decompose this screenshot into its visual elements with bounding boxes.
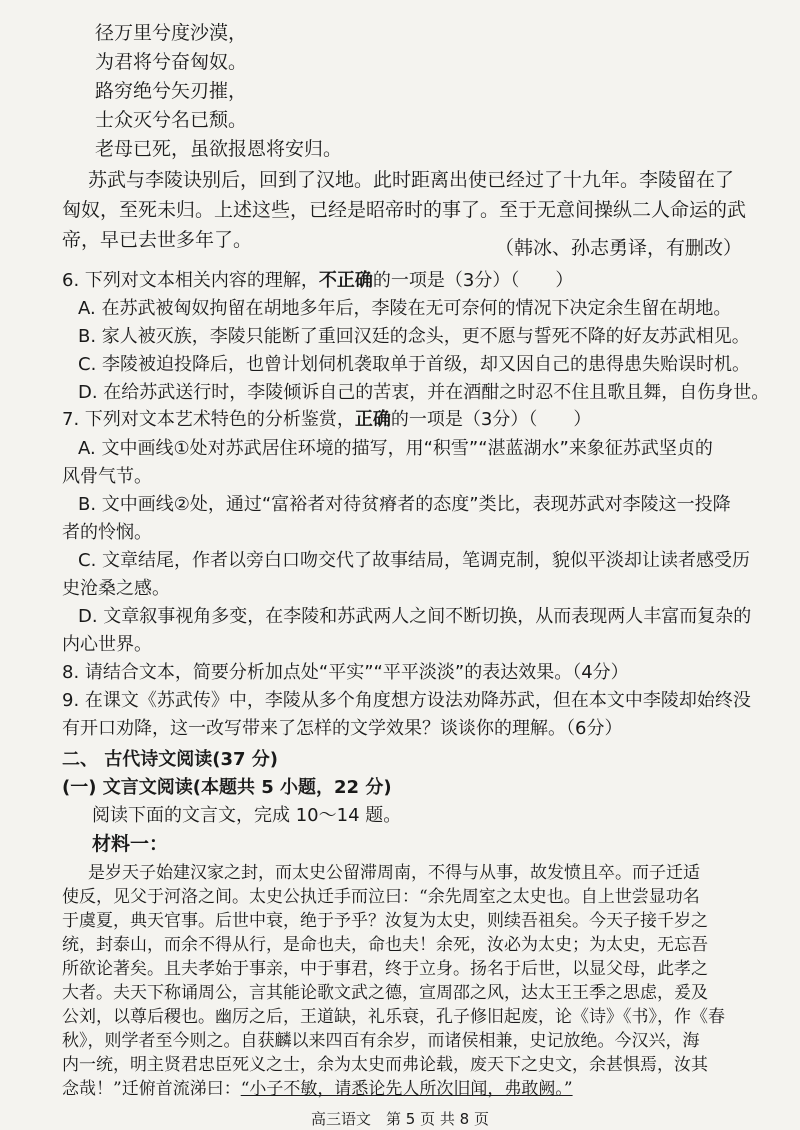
question-7-option-c: C. 文章结尾，作者以旁白口吻交代了故事结局，笔调克制，貌似平淡却让读者感受历 [78, 550, 751, 571]
question-6-option-d: D. 在给苏武送行时，李陵倾诉自己的苦衷，并在酒酣之时忍不住且歌且舞，自伤身世。 [78, 382, 770, 403]
classical-line: 于虞夏，典天官事。后世中衰，绝于予乎？汝复为太史，则续吾祖矣。今天子接千岁之 [62, 911, 708, 931]
question-6-stem: 6. 下列对文本相关内容的理解，不正确的一项是（3分）（ ） [62, 270, 574, 291]
poem-line: 老母已死，虽欲报恩将安归。 [95, 138, 343, 160]
classical-line-final [62, 1074, 573, 1099]
question-7-option-c-cont: 史沧桑之感。 [62, 578, 170, 599]
classical-line: 公刘，以尊后稷也。幽厉之后，王道缺，礼乐衰，孔子修旧起废，论《诗》《书》，作《春 [62, 1007, 725, 1027]
question-7-option-a-cont: 风骨气节。 [62, 466, 152, 487]
question-7-option-a: A. 文中画线①处对苏武居住环境的描写，用“积雪”“湛蓝湖水”来象征苏武坚贞的 [78, 438, 713, 459]
material-label: 材料一： [92, 833, 169, 855]
classical-line: 大者。夫天下称诵周公，言其能论歌文武之德，宣周邵之风，达太王王季之思虑，爰及 [62, 983, 708, 1003]
question-6-option-b: B. 家人被灭族，李陵只能断了重回汉廷的念头，更不愿与誓死不降的好友苏武相见。 [78, 326, 750, 347]
question-8: 8. 请结合文本，简要分析加点处“平实”“平平淡淡”的表达效果。（4分） [62, 662, 629, 683]
source-note: （韩冰、孙志勇译，有删改） [495, 237, 743, 259]
classical-line: 秋》，则学者至今则之。自获麟以来四百有余岁，而诸侯相兼，史记放绝。今汉兴，海 [62, 1031, 700, 1051]
narrative-line: 匈奴，至死未归。上述这些，已经是昭帝时的事了。至于无意间操纵二人命运的武 [62, 199, 747, 221]
subsection-heading: (一) 文言文阅读(本题共 5 小题，22 分) [62, 777, 392, 798]
poem-line: 路穷绝兮矢刃摧， [95, 80, 248, 102]
poem-line: 径万里兮度沙漠， [95, 22, 248, 44]
page-footer: 高三语文 第 5 页 共 8 页 [311, 1110, 489, 1128]
question-7-stem: 7. 下列对文本艺术特色的分析鉴赏，正确的一项是（3分）（ ） [62, 409, 592, 430]
classical-text: 念哉！”迁俯首流涕曰： [62, 1079, 241, 1099]
classical-line: 统，封泰山，而余不得从行，是命也夫，命也夫！余死，汝必为太史；为太史，无忘吾 [62, 935, 708, 955]
poem-line: 士众灭兮名已颓。 [95, 109, 248, 131]
underlined-quote: “小子不敏，请悉论先人所次旧闻，弗敢阙。” [240, 1079, 573, 1099]
question-7-option-d-cont: 内心世界。 [62, 634, 152, 655]
question-6-option-c: C. 李陵被迫投降后，也曾计划伺机袭取单于首级，却又因自己的患得患失贻误时机。 [78, 354, 751, 375]
classical-line: 内一统，明主贤君忠臣死义之士，余为太史而弗论载，废天下之史文，余甚惧焉，汝其 [62, 1055, 708, 1075]
question-7-option-b-cont: 者的怜悯。 [62, 522, 152, 543]
question-9-cont: 有开口劝降，这一改写带来了怎样的文学效果？谈谈你的理解。（6分） [62, 718, 623, 739]
instruction: 阅读下面的文言文，完成 10～14 题。 [92, 805, 402, 826]
question-7-option-d: D. 文章叙事视角多变，在李陵和苏武两人之间不断切换，从而表现两人丰富而复杂的 [78, 606, 752, 627]
question-6-option-a: A. 在苏武被匈奴拘留在胡地多年后，李陵在无可奈何的情况下决定余生留在胡地。 [78, 298, 732, 319]
poem-line: 为君将兮奋匈奴。 [95, 51, 248, 73]
question-7-option-b: B. 文中画线②处，通过“富裕者对待贫瘠者的态度”类比，表现苏武对李陵这一投降 [78, 494, 731, 515]
narrative-line: 帝，早已去世多年了。 [62, 229, 253, 251]
question-9: 9. 在课文《苏武传》中，李陵从多个角度想方设法劝降苏武，但在本文中李陵却始终没 [62, 690, 751, 711]
classical-line: 是岁天子始建汉家之封，而太史公留滞周南，不得与从事，故发愤且卒。而子迁适 [88, 863, 700, 883]
narrative-line: 苏武与李陵诀别后，回到了汉地。此时距离出使已经过了十九年。李陵留在了 [88, 169, 735, 191]
classical-line: 使反，见父于河洛之间。太史公执迁手而泣曰：“余先周室之太史也。自上世尝显功名 [62, 887, 700, 907]
classical-line: 所欲论著矣。且夫孝始于事亲，中于事君，终于立身。扬名于后世，以显父母，此孝之 [62, 959, 708, 979]
section-heading: 二、 古代诗文阅读(37 分) [62, 749, 279, 770]
